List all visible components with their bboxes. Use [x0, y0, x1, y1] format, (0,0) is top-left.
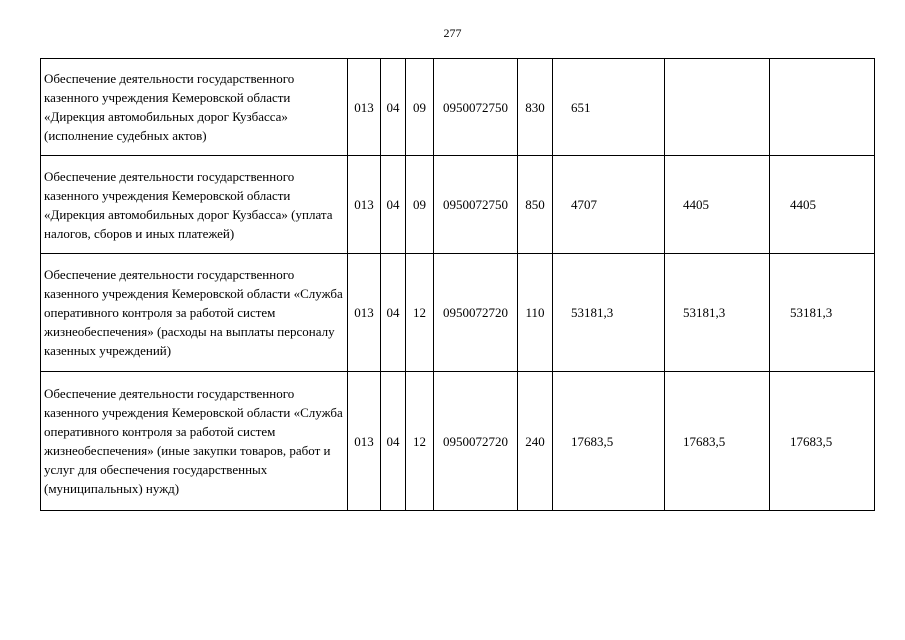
amount-year-1-cell: 651	[553, 59, 665, 156]
amount-year-1-cell: 53181,3	[553, 254, 665, 372]
amount-year-2-cell: 53181,3	[665, 254, 770, 372]
section-code-cell: 04	[381, 372, 406, 511]
subsection-code-cell: 12	[406, 372, 434, 511]
amount-year-1-cell: 4707	[553, 156, 665, 254]
subsection-code-cell: 09	[406, 59, 434, 156]
amount-year-2-cell: 17683,5	[665, 372, 770, 511]
subsection-code-cell: 12	[406, 254, 434, 372]
amount-year-3-cell	[770, 59, 875, 156]
expense-type-cell: 110	[518, 254, 553, 372]
page-number: 277	[443, 26, 462, 40]
amount-year-3-cell: 53181,3	[770, 254, 875, 372]
target-article-cell: 0950072750	[434, 59, 518, 156]
subsection-code-cell: 09	[406, 156, 434, 254]
ministry-code-cell: 013	[348, 254, 381, 372]
budget-table	[40, 58, 875, 511]
section-code-cell: 04	[381, 254, 406, 372]
amount-year-2-cell	[665, 59, 770, 156]
description-cell: Обеспечение деятельности государственного казенного учреждения Кемеровской области «Дирекция автомобильных дорог Кузбасса» (уплата налогов, сборов и иных платежей)	[41, 156, 348, 254]
expense-type-cell: 850	[518, 156, 553, 254]
description-cell: Обеспечение деятельности государственного казенного учреждения Кемеровской области «Служба оперативного контроля за работой систем жизнеобеспечения» (расходы на выплаты персоналу казенных учреждений)	[41, 254, 348, 372]
description-cell: Обеспечение деятельности государственного казенного учреждения Кемеровской области «Служба оперативного контроля за работой систем жизнеобеспечения» (иные закупки товаров, работ и услуг для обеспечения государственных (муниципальных) нужд)	[41, 372, 348, 511]
table-row	[41, 59, 875, 156]
target-article-cell: 0950072750	[434, 156, 518, 254]
ministry-code-cell: 013	[348, 59, 381, 156]
ministry-code-cell: 013	[348, 372, 381, 511]
expense-type-cell: 830	[518, 59, 553, 156]
target-article-cell: 0950072720	[434, 372, 518, 511]
table-row	[41, 372, 875, 511]
target-article-cell: 0950072720	[434, 254, 518, 372]
table-row	[41, 254, 875, 372]
table-row	[41, 156, 875, 254]
expense-type-cell: 240	[518, 372, 553, 511]
section-code-cell: 04	[381, 156, 406, 254]
amount-year-1-cell: 17683,5	[553, 372, 665, 511]
description-cell: Обеспечение деятельности государственного казенного учреждения Кемеровской области «Дирекция автомобильных дорог Кузбасса» (исполнение судебных актов)	[41, 59, 348, 156]
amount-year-2-cell: 4405	[665, 156, 770, 254]
ministry-code-cell: 013	[348, 156, 381, 254]
amount-year-3-cell: 17683,5	[770, 372, 875, 511]
amount-year-3-cell: 4405	[770, 156, 875, 254]
section-code-cell: 04	[381, 59, 406, 156]
